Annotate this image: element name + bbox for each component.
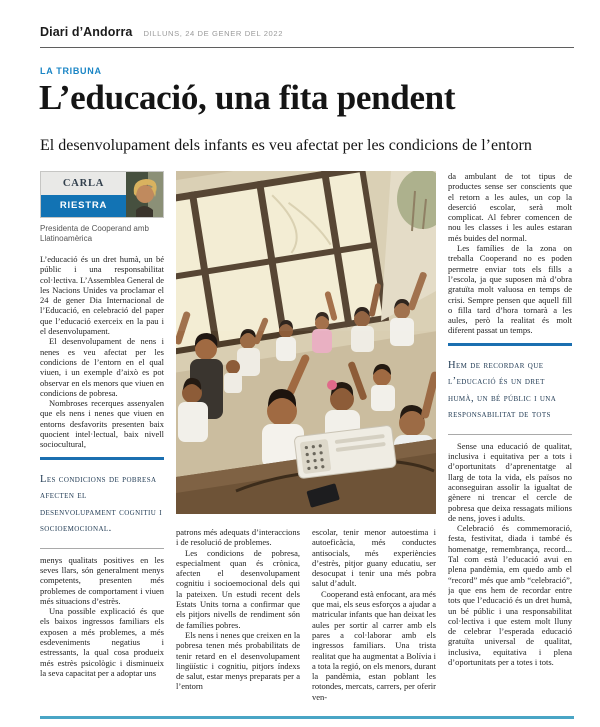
section-label: LA TRIBUNA xyxy=(40,66,102,76)
paragraph: Celebració és commemoració, festa, festivitat, diada i també és homenatge, remembrança, record... Tal com està l’educació avui en plena pandèmia, em quedo amb el “record” més que amb “celebració”, ja que ens hem de recordar entre tots que l’educació és un dret humà, un bé públic i una responsabilitat col·lectiva i que estem molt lluny de celebrar l’esperada educació gratuïta universal de qualitat, inclusiva, equitativa i plena d’oportunitats per a totes i tots. xyxy=(448,523,572,667)
paragraph: da ambulant de tot tipus de productes sense ser conscients que el retorn a les aules, un cop la deserció escolar, serà molt complicat. Al febrer comencen de nou les classes i les aules estaran més buides del normal. xyxy=(448,171,572,243)
byline-last-name: RIESTRA xyxy=(41,195,126,218)
byline-box xyxy=(40,171,164,218)
article-photo classroom-children-photo xyxy=(176,171,436,514)
paragraph: Els nens i nenes que creixen en la pobresa tenen més probabilitats de tenir retard en el desenvolupament lingüístic i cognitiu, pitjors índexs de salut, estar menys preparats per a l’entorn xyxy=(176,629,300,692)
article-title: L’educació, una fita pendent xyxy=(39,78,456,117)
pullquote-1-text: Les condicions de pobresa afecten el desenvolupament cognitiu i socioemocional. xyxy=(40,473,162,535)
article-column-2 xyxy=(176,527,300,715)
page-header xyxy=(40,25,574,39)
article-column-3 xyxy=(312,527,436,715)
newspaper-brand: Diari d’Andorra xyxy=(40,25,133,39)
byline-first-name: CARLA xyxy=(41,172,126,195)
pullquote-1 xyxy=(40,457,164,549)
paragraph: Nombroses recerques assenyalen que els nens i nenes que viuen en entorns desfavorits presenten baix quocient intel·lectual, baix nivell sociocultural, xyxy=(40,398,164,450)
byline-names xyxy=(41,172,126,217)
article-column-1 xyxy=(40,254,164,713)
page-bottom-rule xyxy=(40,716,574,719)
paragraph: patrons més adequats d’interaccions i de resolució de problemes. xyxy=(176,527,300,548)
article-subtitle: El desenvolupament dels infants es veu afectat per les condicions de l’entorn xyxy=(40,137,532,154)
paragraph: Les famílies de la zona on treballa Cooperand no es poden permetre enviar tots els fills a l’escola, ja que suposen mà d’obra gratuïta molt valuosa en temps de crisi. Sempre pensen que aquell fill o filla tard d’hora tornarà a les aules, però la realitat és molt diferent passat un temps. xyxy=(448,243,572,336)
pullquote-2-text: Hem de recordar que l’educació és un dret humà, un bé públic i una responsabilitat de tots xyxy=(448,359,557,421)
paragraph: Les condicions de pobresa, especialment quan és crònica, afecten el desenvolupament cognitiu i socioemocional dels qui la pateixen. Un estudi recent dels Estats Units torna a confirmar que els pitjors nivells de rendiment són de famílies pobres. xyxy=(176,547,300,630)
header-divider xyxy=(40,47,574,48)
paragraph: El desenvolupament de nens i nenes es veu afectat per les condicions de l’entorn en el qual viuen, i un exemple d’això es pot observar en els menors que viuen en condicions de pobresa. xyxy=(40,336,164,398)
article-column-4 xyxy=(448,171,572,716)
paragraph: Cooperand està enfocant, ara més que mai, els seus esforços a ajudar a matricular infants que han deixat les aules per sortir al carrer amb els pares a col·laborar amb els ingressos familiars. Una trista realitat que ha augmentat a Bolívia i a tota la regió, on els menors, durant la pandèmia, estan poblant les rotondes, mercats, carrers, per oferir ven- xyxy=(312,588,436,702)
author-portrait xyxy=(126,172,163,217)
paragraph: Sense una educació de qualitat, inclusiva i equitativa per a tots i d’oportunitats d’aprenentatge al llarg de tota la vida, els països no aconseguiran assolir la igualtat de gènere ni trencar el cercle de pobresa que deixa ressagats milions de nens, joves i adults. xyxy=(448,440,572,523)
pullquote-2 xyxy=(448,343,572,435)
paragraph: menys qualitats positives en les seves llars, són generalment menys competents, presenten més problemes de comportament i viuen més situacions d’estrès. xyxy=(40,554,164,606)
paragraph: escolar, tenir menor autoestima i autoeficàcia, més conductes antisocials, més experiències d’estrès, pitjor guany educatiu, ser desocupat i tenir una més pobra salut d’adult. xyxy=(312,527,436,589)
edition-date: DILLUNS, 24 DE GENER DEL 2022 xyxy=(143,29,284,38)
paragraph: L’educació és un dret humà, un bé públic i una responsabilitat col·lectiva. L’Assemblea General de les Nacions Unides va proclamar el 24 de gener Dia Internacional de l’Educació, en celebració del paper que l’educació exerceix en la pau i el desenvolupament. xyxy=(40,254,164,337)
byline-role: Presidenta de Cooperand amb Llatinoamèrica xyxy=(40,224,149,243)
paragraph: Una possible explicació és que els baixos ingressos familiars els exposen a més problemes, a més esdeveniments negatius i estressants, la qual cosa produeix més estrès psicològic i disminueix la seva capacitat per a adoptar uns xyxy=(40,606,164,678)
